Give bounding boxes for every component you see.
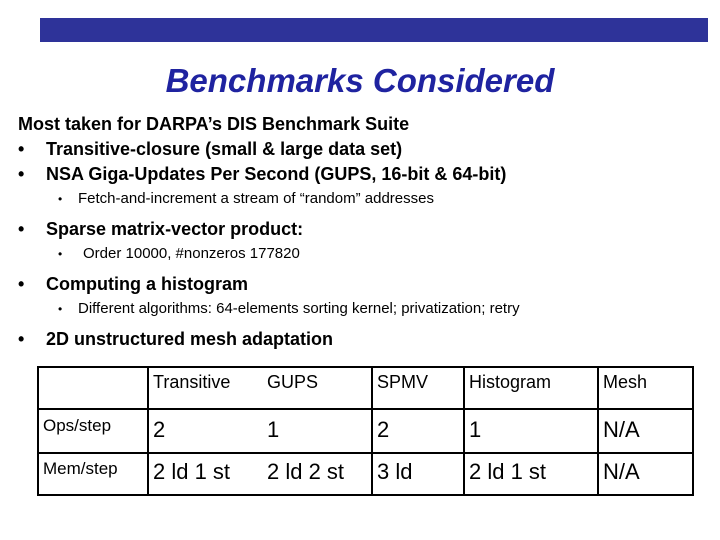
bullet-text: Transitive-closure (small & large data set) (46, 139, 403, 159)
bullet-intro: Most taken for DARPA’s DIS Benchmark Suite (18, 114, 410, 134)
bullet-text: Computing a histogram (46, 274, 248, 294)
sub-bullet-histogram (18, 298, 708, 328)
table-row-label: Ops/step (38, 409, 148, 453)
sub-bullet-marker: • (58, 302, 63, 316)
table-header-cell: SPMV (372, 367, 464, 409)
sub-bullet-text: Different algorithms: 64-elements sorting kernel; privatization; retry (78, 300, 520, 317)
table-header-cell: Transitive (148, 367, 263, 409)
sub-bullet-marker: • (58, 192, 63, 206)
table-cell: N/A (598, 409, 693, 453)
table-row (38, 453, 693, 495)
table-cell: 2 ld 1 st (464, 453, 598, 495)
table-row-label: Mem/step (38, 453, 148, 495)
table-cell: N/A (603, 459, 640, 484)
bullet-list (18, 113, 708, 353)
bullet-transitive (18, 138, 708, 163)
table-cell: 2 (148, 409, 263, 453)
benchmark-table (37, 366, 694, 496)
sub-bullet-text: Order 10000, #nonzeros 177820 (83, 245, 300, 262)
bullet-histogram (18, 273, 708, 298)
table-corner-cell (38, 367, 148, 409)
table-cell: 2 ld 2 st (263, 453, 372, 495)
table-cell: 2 ld 1 st (153, 459, 231, 484)
bullet-mesh (18, 328, 708, 353)
sub-bullet-gups (18, 188, 708, 218)
slide-title: Benchmarks Considered (165, 62, 555, 99)
table-cell: 2 (372, 409, 464, 453)
sub-bullet-text: Fetch-and-increment a stream of “random” addresses (78, 190, 434, 207)
bullet-gups (18, 163, 708, 188)
bullet-text: NSA Giga-Updates Per Second (GUPS, 16-bit & 64-bit) (46, 164, 507, 184)
sub-bullet-sparse (18, 243, 708, 273)
bullet-sparse (18, 218, 708, 243)
table-cell: 1 (464, 409, 598, 453)
bullet-marker: • (18, 329, 25, 349)
bullet-marker: • (18, 274, 25, 294)
table-header-row (38, 367, 693, 409)
bullet-text: 2D unstructured mesh adaptation (46, 329, 334, 349)
table-header-cell: Histogram (464, 367, 598, 409)
title-bar-decoration (40, 18, 708, 42)
table-header-cell: Mesh (598, 367, 693, 409)
bullet-marker: • (18, 139, 25, 159)
table-row (38, 409, 693, 453)
table-header-cell: GUPS (263, 367, 372, 409)
sub-bullet-marker: • (58, 247, 63, 261)
bullet-marker: • (18, 164, 25, 184)
bullet-marker: • (18, 219, 25, 239)
bullet-text: Sparse matrix-vector product: (46, 219, 304, 239)
table-cell: 3 ld (372, 453, 464, 495)
table-cell: 1 (263, 409, 372, 453)
